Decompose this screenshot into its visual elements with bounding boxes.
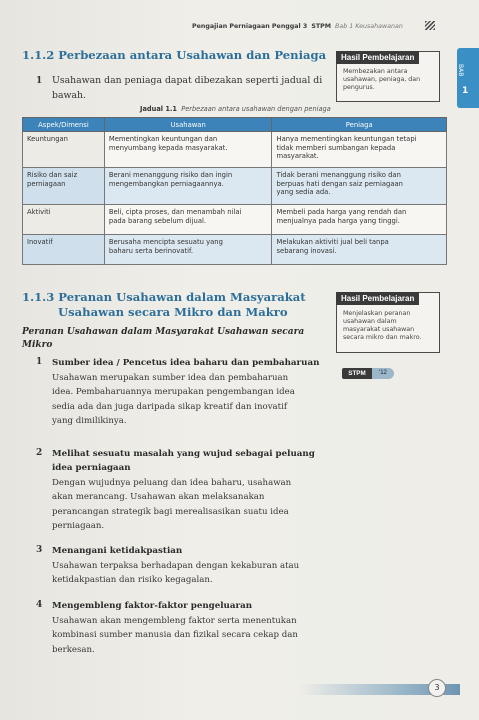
learning-outcome-text: [343, 310, 421, 342]
stpm-badge-year: '12: [372, 368, 394, 379]
cell-line: Beli, cipta proses, dan menambah nilai: [108, 208, 242, 216]
table-usahawan-cell: [104, 205, 272, 235]
list-item-title: [52, 599, 342, 613]
learning-outcome-line: Membezakan antara: [343, 68, 408, 75]
table-usahawan-cell: [104, 132, 272, 168]
list-item-title: [52, 544, 342, 558]
learning-outcome-line: pengurus.: [343, 84, 375, 91]
table-row: [23, 132, 447, 168]
cell-line: sebarang inovasi.: [276, 246, 337, 255]
table-row: [23, 168, 447, 205]
table-header-cell: Aspek/Dimensi: [23, 118, 105, 132]
stpm-badge-label: STPM: [342, 368, 372, 379]
learning-outcome-line: usahawan, peniaga, dan: [343, 76, 421, 83]
list-item-body: [52, 371, 332, 428]
cell-line: perniagaan: [27, 179, 66, 188]
table-aspect-cell: Aktiviti: [23, 205, 105, 235]
table-usahawan-cell: [104, 235, 272, 265]
table-row: [23, 205, 447, 235]
list-item-title-line: Sumber idea / Pencetus idea baharu dan pembaharuan: [52, 358, 320, 368]
table-header-row: [23, 118, 447, 132]
intro-line: bawah.: [52, 90, 86, 101]
learning-outcome-line: usahawan dalam: [343, 318, 397, 325]
stpm-badge: [342, 368, 398, 379]
learning-outcome-line: secara mikro dan makro.: [343, 334, 422, 341]
cell-line: baharu serta berinovatif.: [108, 246, 194, 255]
body-line: kombinasi sumber manusia dan fizikal secara cekap dan: [52, 630, 298, 641]
learning-outcome-box: [336, 292, 440, 353]
cell-line: Berusaha mencipta sesuatu yang: [108, 238, 223, 246]
subsection-heading: [22, 326, 304, 351]
body-line: Dengan wujudnya peluang dan idea baharu, usahawan: [52, 478, 292, 488]
list-item-title-line: idea perniagaan: [52, 463, 131, 473]
chapter-tab-number: 1: [462, 86, 469, 96]
section-heading: 1.1.2 Perbezaan antara Usahawan dan Peniaga: [22, 48, 327, 62]
cell-line: Tidak berani menanggung risiko dan: [276, 171, 401, 179]
learning-outcome-line: masyarakat usahawan: [343, 326, 415, 333]
cell-line: Risiko dan saiz: [27, 171, 78, 179]
header-series: STPM: [311, 23, 332, 30]
table-peniaga-cell: [272, 205, 447, 235]
hatch-icon: [425, 21, 435, 30]
body-line: berkesan.: [52, 644, 95, 655]
learning-outcome-text: [343, 68, 420, 92]
cell-line: Hanya mementingkan keuntungan tetapi: [276, 135, 417, 143]
table-caption-label: Jadual 1.1: [140, 105, 178, 113]
chapter-tab: [457, 48, 479, 108]
cell-line: mengembangkan perniagaannya.: [108, 179, 224, 188]
list-item-title-line: Mengembleng faktor-faktor pengeluaran: [52, 601, 253, 611]
header-book-title: Pengajian Perniagaan Penggal 3: [192, 23, 308, 30]
cell-line: Melakukan aktiviti jual beli tanpa: [276, 238, 389, 246]
point-number: 1: [36, 76, 43, 86]
table-aspect-cell: Keuntungan: [23, 132, 105, 168]
cell-line: Membeli pada harga yang rendah dan: [276, 208, 407, 216]
body-line: ketidakpastian dan risiko kegagalan.: [52, 575, 213, 586]
table-row: [23, 235, 447, 265]
intro-line: Usahawan dan peniaga dapat dibezakan seperti jadual di: [52, 75, 323, 86]
list-item-body: [52, 476, 332, 533]
body-line: yang dimilikinya.: [52, 415, 127, 426]
table-peniaga-cell: [272, 168, 447, 205]
list-item-body: [52, 614, 332, 657]
cell-line: pada barang sebelum dijual.: [108, 216, 207, 225]
cell-line: berpuas hati dengan saiz perniagaan: [276, 179, 403, 188]
intro-paragraph: [52, 73, 332, 103]
learning-outcome-title: Hasil Pembelajaran: [336, 292, 419, 305]
page-number: 3: [428, 679, 446, 697]
table-header-cell: Peniaga: [272, 118, 447, 132]
table-aspect-cell: Inovatif: [23, 235, 105, 265]
table-aspect-cell: [23, 168, 105, 205]
table-caption: [140, 105, 331, 113]
cell-line: Mementingkan keuntungan dan: [108, 135, 218, 143]
body-line: Usahawan terpaksa berhadapan dengan kekaburan atau: [52, 561, 300, 571]
section-heading-line: 1.1.3 Peranan Usahawan dalam Masyarakat: [22, 290, 306, 304]
learning-outcome-box: [336, 51, 440, 102]
list-item-title-line: Melihat sesuatu masalah yang wujud sebagai peluang: [52, 449, 315, 459]
cell-line: yang sedia ada.: [276, 188, 331, 197]
cell-line: tidak memberi sumbangan kepada: [276, 143, 396, 152]
cell-line: menyumbang kepada masyarakat.: [108, 143, 228, 152]
body-line: sedia ada dan juga daripada sikap kreatif dan inovatif: [52, 401, 288, 412]
header-chapter: Bab 1 Keusahawanan: [335, 23, 403, 30]
subsection-heading-line: Mikro: [22, 339, 53, 350]
section-heading: [22, 290, 306, 319]
list-item-title: [52, 356, 342, 370]
list-item-number: 3: [36, 545, 43, 555]
list-item-title: [52, 447, 342, 475]
list-item-title-line: Menangani ketidakpastian: [52, 546, 183, 556]
list-item-number: 2: [36, 448, 43, 458]
cell-line: menjualnya pada harga yang tinggi.: [276, 216, 400, 225]
table-header-cell: Usahawan: [104, 118, 272, 132]
cell-line: masyarakat.: [276, 152, 319, 161]
learning-outcome-title: Hasil Pembelajaran: [336, 51, 419, 64]
body-line: perancangan strategik bagi merealisasikan suatu idea: [52, 506, 289, 517]
running-header: [192, 23, 403, 30]
subsection-heading-line: Peranan Usahawan dalam Masyarakat Usahawan secara: [22, 327, 305, 337]
body-line: idea. Pembaharuannya merupakan pengembangan idea: [52, 387, 295, 398]
list-item-number: 4: [36, 600, 43, 610]
body-line: Usahawan akan mengembleng faktor serta menentukan: [52, 616, 297, 626]
table-usahawan-cell: [104, 168, 272, 205]
chapter-tab-label: BAB: [457, 64, 464, 77]
list-item-number: 1: [36, 357, 43, 367]
learning-outcome-line: Menjelaskan peranan: [343, 310, 411, 317]
comparison-table: [22, 117, 447, 265]
section-heading-line: Usahawan secara Mikro dan Makro: [58, 304, 288, 319]
body-line: perniagaan.: [52, 520, 105, 531]
body-line: Usahawan merupakan sumber idea dan pembaharuan: [52, 373, 289, 383]
body-line: akan merancang. Usahawan akan melaksanakan: [52, 492, 265, 503]
table-peniaga-cell: [272, 235, 447, 265]
list-item-body: [52, 559, 332, 588]
table-peniaga-cell: [272, 132, 447, 168]
table-caption-text: Perbezaan antara usahawan dengan peniaga: [181, 105, 331, 113]
cell-line: Berani menanggung risiko dan ingin: [108, 171, 233, 179]
